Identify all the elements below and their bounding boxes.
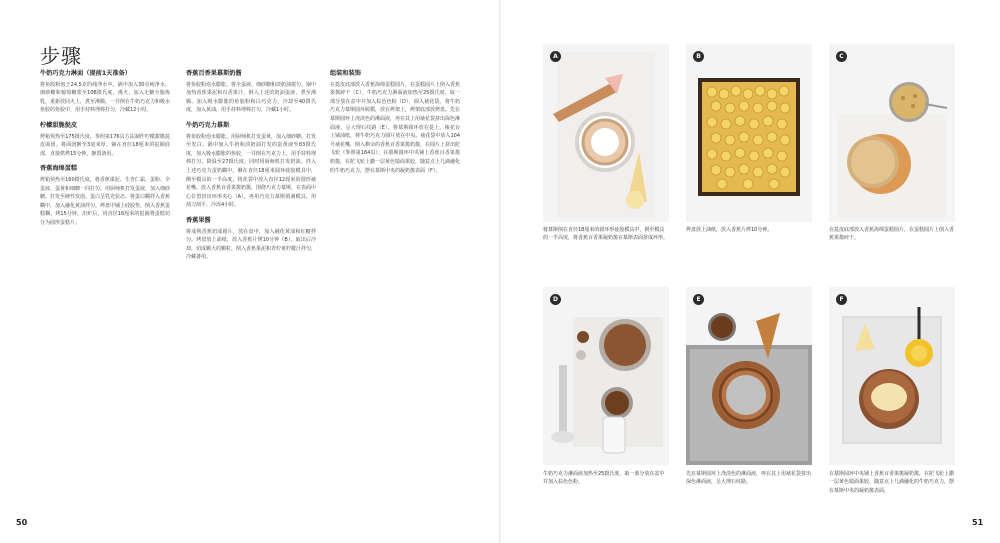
step-photo-b	[686, 44, 812, 222]
section-heading: 香蕉果酱	[186, 216, 211, 224]
recipe-column-1	[40, 70, 170, 228]
section-body: 将鱼胶粉泡水膨胀。将全蛋液、细砂糖和淡奶油搅匀。锅中加热香蕉果泥和百香果汁，倒入上述的奶油蛋液，煮至沸腾。加入吸水膨胀的鱼胶粉和白巧克力，冷却至40摄氏度，加入黄油，用手持料理棒打匀，冷藏1小时。	[186, 81, 317, 114]
section-heading: 香蕉百香果慕斯奶酱	[186, 70, 242, 77]
step-photo-c	[829, 44, 955, 222]
step-photo-a	[543, 44, 669, 222]
recipe-column-2	[186, 70, 316, 262]
step-badge: D	[550, 294, 561, 305]
banana-tray-illustration	[686, 44, 812, 222]
section-body: 将鱼胶粉泡于24.5克的纯净水中。锅中加入30克纯净水、细砂糖和葡萄糖浆至108摄氏度，离火，加入无糖全脂炼乳，重新放回火上，煮至沸腾。一并倒在牛奶巧克力和吸水鱼胶的鱼胶中，用手持料理棒打匀，冷藏12小时。	[40, 81, 171, 114]
section-heading: 组装和装饰	[330, 70, 361, 77]
step-badge: B	[693, 51, 704, 62]
step-caption-c: 在挞皮底部放入香蕉海绵蛋糕圆片，在蛋糕圆片上倒入香蕉果酱碎干。	[829, 227, 955, 242]
page-number-left: 50	[16, 518, 28, 527]
section-body: 烤箱预热至160摄氏度。将香蕉果泥、生杏仁霜、蛋粉、全蛋液、蛋黄和细糖一同打匀。用厨师机打发蛋液，加入细砂糖，打发至硬性发泡。蛋白呈乳光状态。将蛋白糊拌入香蕉糊中，加入融化黄油拌匀。烤盘中铺上硅胶垫，倒入香蕉蛋糕糊，烤15分钟。出炉后，用直径16厘米的挞圈将蛋糕切分为圆形蛋糕片。	[40, 176, 171, 226]
section-body: 将鱼胶粉泡水膨胀。用厨师机打发蛋黄，加入细砂糖，打发至发白。锅中加入牛奶和淡奶油打发的蛋黄液至83摄氏度，加入吸水膨胀的鱼胶，一并倒在巧克力上，用手持料理棒打匀，降温至27摄氏度。同时用厨师机打发奶油，拌入上述巧克力蛋奶糊中。侧在直径18厘米圆环硅胶模具中，侧至模具的一半高度。将花袋中放入直径12厘米的圆形裱花嘴。放入香蕉百香果酱奶酱，围绕巧克力慕斯，在表面中心位置挤出环形夹心（A），再用巧克力慕斯填满模具，用刮刀刮平，冷冻4小时。	[186, 133, 317, 209]
section-heading: 牛奶巧克力淋面（提前1天准备）	[40, 70, 131, 77]
step-caption-f: 在慕斯圆环中央铺上香蕉百香果酱凝奶酱，在陀飞轮上撒一层黄色镜面果胶，随意点上几滴融化的牛奶巧克力，摆在慕斯中央的凝奶酱表面。	[829, 471, 955, 494]
step-photo-f	[829, 287, 955, 465]
step-photo-d	[543, 287, 669, 465]
step-photo-e	[686, 287, 812, 465]
section-body: 烤箱预热至175摄氏度。参照第176页方法制作柠檬甜脆挞皮面团。将面团擀至3毫米厚，铺在直径18厘米的挞圈底部，直接烘烤15分钟。静置备用。	[40, 133, 170, 157]
step-badge: E	[693, 294, 704, 305]
step-caption-d: 牛奶巧克力淋面液加热至25摄氏度，取一部分放在盆中并加入棕色色粉。	[543, 471, 665, 486]
section-heading: 香蕉海绵蛋糕	[40, 165, 78, 173]
recipe-column-3	[330, 70, 460, 175]
glaze-bowls-illustration	[543, 287, 669, 465]
piping-ring-illustration	[543, 44, 669, 222]
step-badge: C	[836, 51, 847, 62]
step-caption-e: 先在慕斯圆环上浇淡色的淋面液，再在其上用裱花袋挤出深色淋面液，呈大理石纹路。	[686, 471, 812, 486]
section-heading: 柠檬甜脆挞皮	[40, 121, 78, 129]
step-caption-a: 将慕斯倒在直径18厘米的圆环形硅胶模具中，倒至模具的一半高度，将香蕉百香果凝奶酱在慕斯表面挤成环形。	[543, 227, 669, 242]
tart-base-illustration	[829, 44, 955, 222]
step-badge: A	[550, 51, 561, 62]
glazing-ring-illustration	[686, 287, 812, 465]
page-gutter	[499, 0, 501, 543]
section-body: 将成熟香蕉切成圆片，放在盘中，加入融化黄油和红糖拌匀。烤盘放上油纸，放入香蕉片烤10分钟（B）。取出后冷却，切成颗大的颗粒，倒入香蕉果泥和青柠黄柠檬汁拌匀，冷藏备用。	[186, 228, 317, 261]
section-body: 在挞皮底部放入香蕉海绵蛋糕圆片，在蛋糕圆片上倒入香蕉果酱碎干（C）。牛奶巧克力淋面液加热至25摄氏度，取一部分放在盆中并加入棕色色粉（D），调入裱花袋。将牛奶巧克力慕斯圆环脱模，放在烤架上，烤架底部放烤盘。先在慕斯圆环上浇淡色的淋面液，再在其上用裱花袋挤出深色淋面液，呈大理石纹路（E）。将慕斯圆环放在挞上。裱花台上铺油纸，将牛奶巧克力圆片放在中央。裱花袋中放入104号裱花嘴，倒入剩余的香蕉百香果酱奶酱，在圆片上挤出陀飞轮（参照第184页）。在慕斯圆环中央铺上香蕉百香果酱奶酱，在陀飞轮上撒一层黄色镜面果胶，随意点上几滴融化的牛奶巧克力，摆在慕斯中央的凝奶酱表面（F）。	[330, 81, 461, 174]
page-title: 步骤	[40, 44, 82, 68]
finished-cake-illustration	[829, 287, 955, 465]
page-number-right: 51	[972, 518, 984, 527]
section-heading: 牛奶巧克力慕斯	[186, 121, 230, 129]
step-badge: F	[836, 294, 847, 305]
step-caption-b: 烤盘放上油纸，放入香蕉片烤10分钟。	[686, 227, 773, 233]
